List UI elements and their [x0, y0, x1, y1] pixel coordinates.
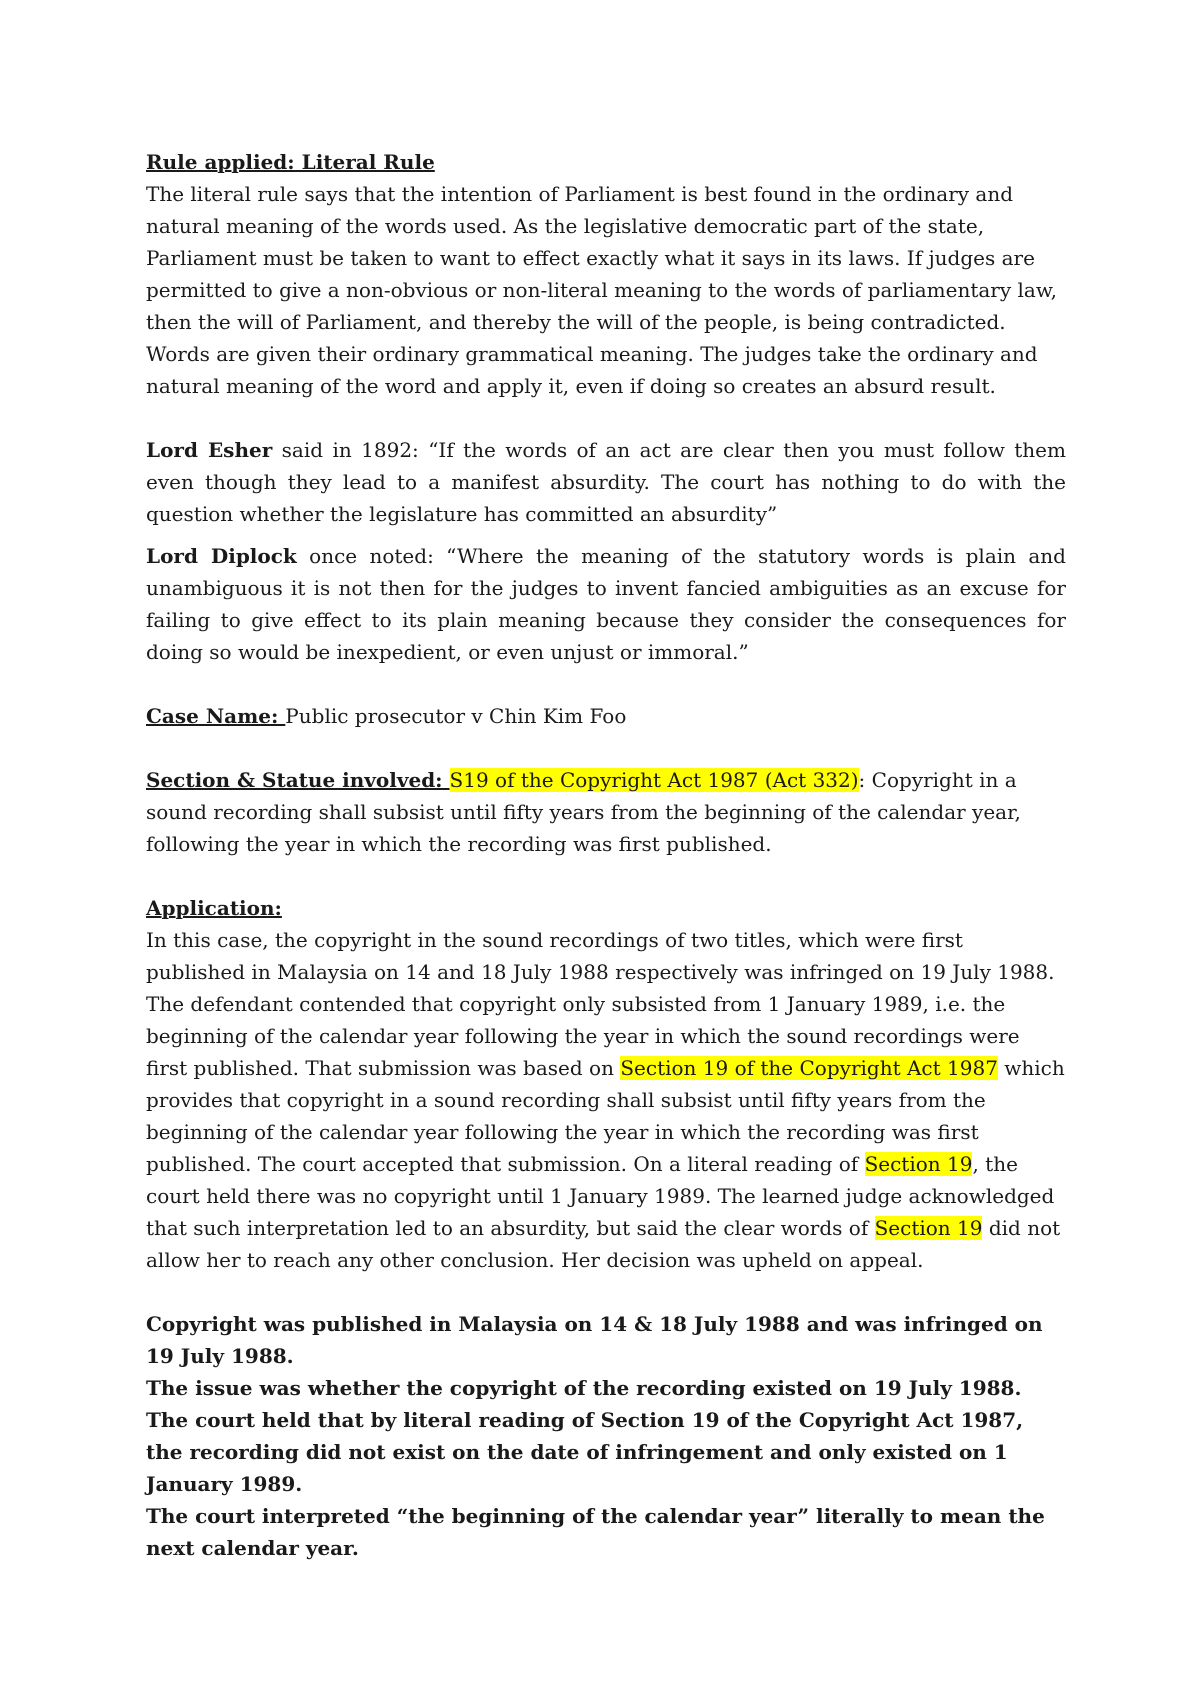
case-name-label: Case Name:	[146, 704, 286, 728]
esher-name: Lord Esher	[146, 438, 273, 462]
rule-heading	[146, 146, 1066, 178]
diplock-name: Lord Diplock	[146, 544, 297, 568]
esher-quote: said in 1892: “If the words of an act are clear then you must follow them even though they lead to a manifest absurdity. The court has nothing to do with the question whether the legislature has committed an absurdity”	[146, 438, 1066, 526]
application-highlight-1: Section 19 of the Copyright Act 1987	[620, 1056, 998, 1080]
application-paragraph	[146, 924, 1066, 1276]
summary-line-1: Copyright was published in Malaysia on 14 & 18 July 1988 and was infringed on 19 July 1988.	[146, 1312, 1043, 1368]
summary-line-3: The court held that by literal reading of Section 19 of the Copyright Act 1987, the recording did not exist on the date of infringement and only existed on 1 January 1989.	[146, 1408, 1024, 1496]
esher-paragraph	[146, 434, 1066, 530]
document-page	[146, 146, 1066, 1564]
rule-heading-text: Rule applied: Literal Rule	[146, 150, 435, 174]
application-label: Application:	[146, 896, 282, 920]
diplock-quote: once noted: “Where the meaning of the statutory words is plain and unambiguous it is not then for the judges to invent fancied ambiguities as an excuse for failing to give effect to its plain meaning because they consider the consequences for doing so would be inexpedient, or even unjust or immoral.”	[146, 544, 1066, 664]
rule-paragraph: The literal rule says that the intention of Parliament is best found in the ordinary and natural meaning of the words used. As the legislative democratic part of the state, Parliament must be taken to want to effect exactly what it says in its laws. If judges are permitted to give a non-obvious or non-literal meaning to the words of parliamentary law, then the will of Parliament, and thereby the will of the people, is being contradicted. Words are given their ordinary grammatical meaning. The judges take the ordinary and natural meaning of the word and apply it, even if doing so creates an absurd result.	[146, 182, 1057, 398]
summary-line-2: The issue was whether the copyright of the recording existed on 19 July 1988.	[146, 1376, 1022, 1400]
section-paragraph	[146, 764, 1066, 860]
section-highlight: S19 of the Copyright Act 1987 (Act 332)	[449, 768, 859, 792]
application-text-3: , the court held there was no copyright until 1 January 1989. The learned judge acknowledged that such interpretation led to an absurdity, but said the clear words of	[146, 1152, 1055, 1240]
application-text-1: In this case, the copyright in the sound recordings of two titles, which were first published in Malaysia on 14 and 18 July 1988 respectively was infringed on 19 July 1988. The defendant contended that copyright only subsisted from 1 January 1989, i.e. the beginning of the calendar year following the year in which the sound recordings were first published. That submission was based on	[146, 928, 1055, 1080]
summary-line-4: The court interpreted “the beginning of the calendar year” literally to mean the next calendar year.	[146, 1504, 1045, 1560]
application-heading	[146, 892, 1066, 924]
application-highlight-3: Section 19	[874, 1216, 983, 1240]
diplock-paragraph	[146, 540, 1066, 668]
application-text-2: which provides that copyright in a sound recording shall subsist until fifty years from the beginning of the calendar year following the year in which the recording was first published. The court accepted that submission. On a literal reading of	[146, 1056, 1065, 1176]
application-text-4: did not allow her to reach any other conclusion. Her decision was upheld on appeal.	[146, 1216, 1061, 1272]
summary-block	[146, 1308, 1066, 1564]
case-name-line	[146, 700, 1066, 732]
application-highlight-2: Section 19	[864, 1152, 973, 1176]
case-name-value: Public prosecutor v Chin Kim Foo	[285, 704, 627, 728]
section-text: : Copyright in a sound recording shall subsist until fifty years from the beginning of the calendar year, following the year in which the recording was first published.	[146, 768, 1021, 856]
section-label: Section & Statue involved:	[146, 768, 450, 792]
